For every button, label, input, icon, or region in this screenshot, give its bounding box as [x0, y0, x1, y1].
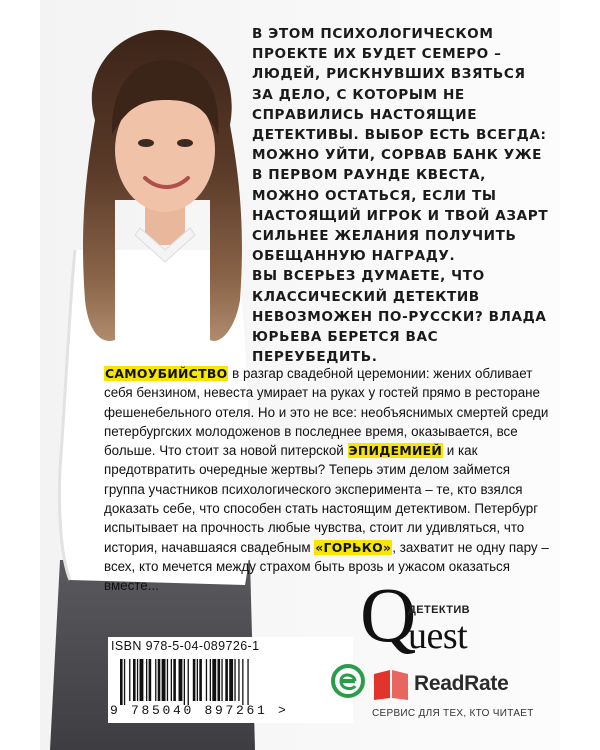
barcode-bar: [193, 659, 196, 701]
barcode-digits: 9 785040 897261 >: [110, 703, 289, 718]
series-label: ДЕТЕКТИВ: [408, 604, 470, 616]
barcode-bar: [242, 659, 243, 705]
barcode-bar: [124, 659, 125, 705]
barcode-bars: [120, 659, 335, 705]
barcode-bar: [206, 659, 207, 701]
readrate-tagline: СЕРВИС ДЛЯ ТЕХ, КТО ЧИТАЕТ: [372, 708, 534, 719]
barcode-bar: [149, 659, 152, 701]
book-back-cover: [40, 0, 560, 750]
barcode-bar: [188, 659, 189, 705]
synopsis-main: [104, 364, 549, 596]
synopsis-paragraph-2: ВЫ ВСЕРЬЕЗ ДУМАЕТЕ, ЧТО КЛАССИЧЕСКИЙ ДЕТЕКТИВ НЕВОЗМОЖЕН ПО-РУССКИ? ВЛАДА ЮРЬЕВА БЕРЕТСЯ ВАС ПЕРЕУБЕДИТЬ.: [252, 268, 547, 366]
readrate-name: ReadRate: [414, 672, 509, 695]
series-logo-q: Q: [360, 571, 417, 658]
barcode-bar: [120, 659, 123, 705]
barcode-bar: [247, 659, 248, 705]
barcode-bar: [218, 659, 221, 701]
main-text-part-3: , захватит не одну пару – всех, кто мечется между страхом быть врозь и ужасом оказаться вместе...: [104, 539, 549, 594]
barcode-bar: [140, 659, 144, 701]
barcode-bar: [238, 659, 239, 701]
barcode-bar: [173, 659, 176, 701]
series-logo-word: uest: [408, 615, 468, 657]
synopsis-upper: [252, 24, 552, 367]
highlight-epidemic: ЭПИДЕМИЕЙ: [348, 443, 443, 459]
main-text-part-1: в разгар свадебной церемонии: жених обливает себя бензином, невеста умирает на руках у гостей прямо в ресторане фешенебельного отеля. Но и это не все: необъяснимых смертей среди петербургских молодоженов в последнее время, оказывается, все больше. Что стоит за новой питерской: [104, 366, 549, 459]
barcode-bar: [225, 659, 228, 701]
barcode-bar: [167, 659, 168, 701]
barcode-bar: [158, 659, 161, 701]
barcode-bar: [129, 659, 130, 701]
isbn: ISBN 978-5-04-089726-1: [111, 639, 260, 653]
barcode-bar: [229, 659, 233, 701]
barcode-bar: [221, 659, 222, 701]
barcode-bar: [137, 659, 138, 701]
barcode-bar: [184, 659, 185, 705]
barcode-bar: [179, 659, 183, 701]
readrate-book-icon: [372, 668, 410, 702]
barcode-bar: [146, 659, 147, 701]
barcode-bar: [210, 659, 211, 701]
barcode-block: [108, 637, 353, 723]
main-text-part-2: и как предотвратить очередные жертвы? Теперь этим делом займется группа участников психологического эксперимента – те, кто взялся доказать себе, что способен стать настоящим детективом. Петербург испытывает на прочность любые чувства, стоит ли удивляться, что история, начавшаяся свадебным: [104, 443, 539, 555]
barcode-bar: [212, 659, 216, 701]
barcode-bar: [234, 659, 235, 701]
highlight-gorko: «ГОРЬКО»: [315, 539, 392, 555]
highlight-suicide: САМОУБИЙСТВО: [105, 366, 228, 381]
barcode-bar: [199, 659, 202, 701]
eksmo-logo-icon: [331, 664, 365, 698]
barcode-bar: [162, 659, 166, 701]
barcode-bar: [197, 659, 198, 701]
barcode-bar: [171, 659, 172, 701]
barcode-bar: [155, 659, 156, 701]
barcode-bar: [133, 659, 136, 701]
synopsis-paragraph-1: В ЭТОМ ПСИХОЛОГИЧЕСКОМ ПРОЕКТЕ ИХ БУДЕТ СЕМЕРО – ЛЮДЕЙ, РИСКНУВШИХ ВЗЯТЬСЯ ЗА ДЕЛО, С КОТОРЫМ НЕ СПРАВИЛИСЬ НАСТОЯЩИЕ ДЕТЕКТИВЫ. ВЫБОР ЕСТЬ ВСЕГДА: МОЖНО УЙТИ, СОРВАВ БАНК УЖЕ В ПЕРВОМ РАУНДЕ КВЕСТА, МОЖНО ОСТАТЬСЯ, ЕСЛИ ТЫ НАСТОЯЩИЙ ИГРОК И ТВОЙ АЗАРТ СИЛЬНЕЕ ЖЕЛАНИЯ ПОЛУЧИТЬ ОБЕЩАННУЮ НАГРАДУ.: [252, 26, 549, 265]
